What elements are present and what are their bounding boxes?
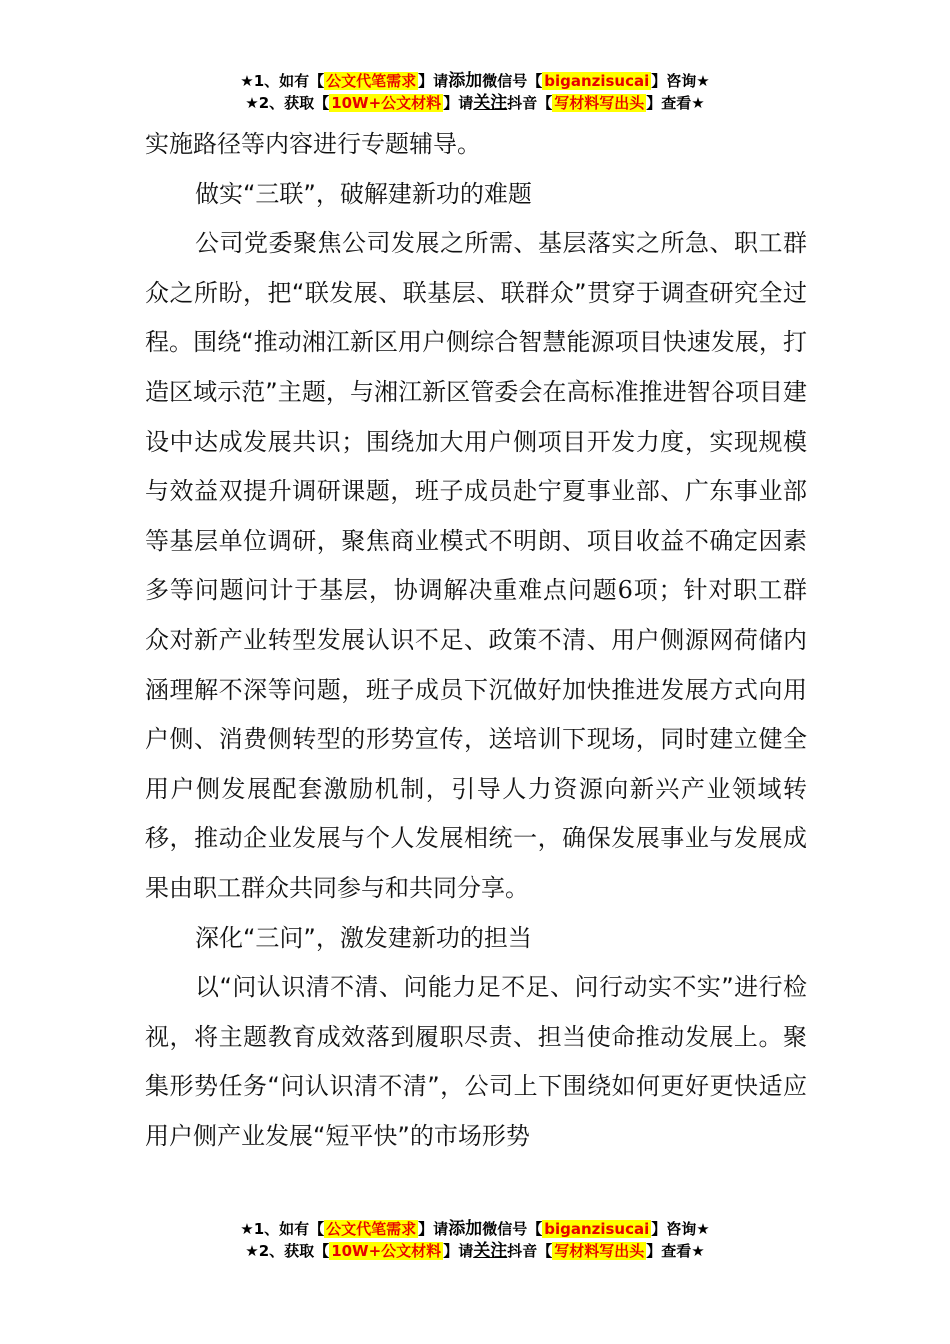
document-body xyxy=(145,120,807,1161)
paragraph xyxy=(145,219,807,913)
banner-line-2 xyxy=(0,92,950,114)
banner-text: ★2、获取【 xyxy=(245,1242,330,1260)
banner-highlight: 10W+公文材料 xyxy=(331,94,442,112)
banner-text: 抖音【 xyxy=(507,94,553,112)
banner-text: 】查看★ xyxy=(646,94,705,112)
banner-emphasis: 关注 xyxy=(473,93,508,113)
banner-text: 】请 xyxy=(443,94,474,112)
banner-highlight: biganzisucai xyxy=(544,72,650,90)
paragraph-number: 6 xyxy=(617,576,633,605)
banner-text: 微信号【 xyxy=(482,72,543,90)
banner-highlight: 写材料写出头 xyxy=(554,1242,645,1260)
banner-line-1 xyxy=(0,70,950,92)
banner-highlight: biganzisucai xyxy=(544,1220,650,1238)
paragraph-text: 项；针对职工群众对新产业转型发展认识不足、政策不清、用户侧源网荷储内涵理解不深等问题，班子成员下沉做好加快推进发展方式向用户侧、消费侧转型的形势宣传，送培训下现场，同时建立健全用户侧发展配套激励机制，引导人力资源向新兴产业领域转移，推动企业发展与个人发展相统一，确保发展事业与发展成果由职工群众共同参与和共同分享。 xyxy=(145,576,808,902)
banner-highlight: 写材料写出头 xyxy=(554,94,645,112)
banner-highlight: 公文代笔需求 xyxy=(326,1220,417,1238)
banner-text: 微信号【 xyxy=(482,1220,543,1238)
paragraph-text: 公司党委聚焦公司发展之所需、基层落实之所急、职工群众之所盼，把“联发展、联基层、联群众”贯穿于调查研究全过程。围绕“推动湘江新区用户侧综合智慧能源项目快速发展，打造区域示范”主题，与湘江新区管委会在高标准推进智谷项目建设中达成发展共识；围绕加大用户侧项目开发力度，实现规模与效益双提升调研课题，班子成员赴宁夏事业部、广东事业部等基层单位调研，聚焦商业模式不明朗、项目收益不确定因素多等问题问计于基层，协调解决重难点问题 xyxy=(145,229,807,605)
banner-emphasis: 关注 xyxy=(473,1241,508,1261)
banner-text: ★1、如有【 xyxy=(240,72,325,90)
section-heading: 深化“三问”，激发建新功的担当 xyxy=(195,923,532,952)
banner-highlight: 10W+公文材料 xyxy=(331,1242,442,1260)
banner-emphasis: 添加 xyxy=(448,71,483,91)
banner-text: 】请 xyxy=(418,1220,449,1238)
section-heading: 做实“三联”，破解建新功的难题 xyxy=(195,179,532,208)
banner-line-2 xyxy=(0,1240,950,1262)
banner-text: 】查看★ xyxy=(646,1242,705,1260)
footer-banner xyxy=(0,1218,950,1262)
banner-text: ★1、如有【 xyxy=(240,1220,325,1238)
banner-text: 】咨询★ xyxy=(651,72,710,90)
banner-emphasis: 添加 xyxy=(448,1219,483,1239)
banner-text: 】咨询★ xyxy=(651,1220,710,1238)
paragraph: 以“问认识清不清、问能力足不足、问行动实不实”进行检视，将主题教育成效落到履职尽责、担当使命推动发展上。聚集形势任务“问认识清不清”，公司上下围绕如何更好更快适应用户侧产业发展“短平快”的市场形势 xyxy=(145,973,807,1150)
header-banner xyxy=(0,70,950,114)
banner-text: ★2、获取【 xyxy=(245,94,330,112)
banner-highlight: 公文代笔需求 xyxy=(326,72,417,90)
banner-text: 】请 xyxy=(418,72,449,90)
banner-text: 抖音【 xyxy=(507,1242,553,1260)
banner-line-1 xyxy=(0,1218,950,1240)
banner-text: 】请 xyxy=(443,1242,474,1260)
paragraph: 实施路径等内容进行专题辅导。 xyxy=(145,130,481,158)
